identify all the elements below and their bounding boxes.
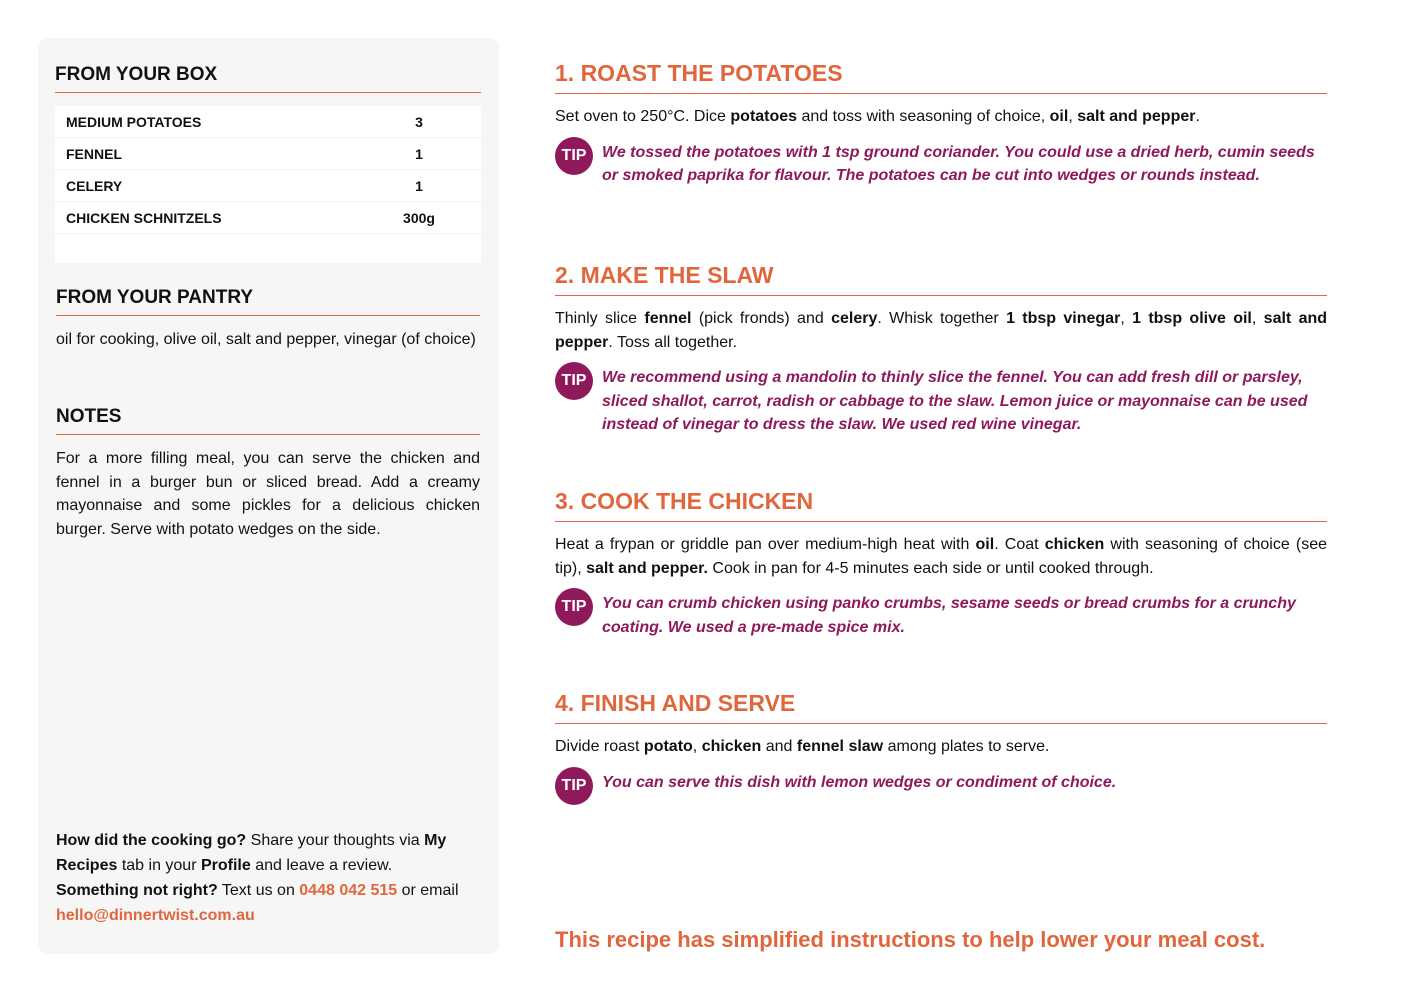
phone-link[interactable]: 0448 042 515 bbox=[299, 882, 398, 899]
bold-ingredient: celery bbox=[831, 310, 878, 327]
tip-text: We recommend using a mandolin to thinly slice the fennel. You can add fresh dill or parsley, sliced shallot, carrot, radish or cabbage to the slaw. Lemon juice or mayonnaise can be used instead of vinegar to dress the slaw. We used red wine vinegar. bbox=[602, 369, 1308, 433]
footer-text: tab in your bbox=[117, 857, 201, 874]
step-4 bbox=[555, 690, 1327, 805]
step-title: 4. FINISH AND SERVE bbox=[555, 690, 1327, 724]
step-text: Cook in pan for 4-5 minutes each side or until cooked through. bbox=[707, 559, 1154, 577]
ingredient-name: MEDIUM POTATOES bbox=[66, 113, 202, 130]
step-body bbox=[555, 735, 1327, 759]
footer-text: and leave a review. bbox=[250, 857, 393, 874]
tip-text: We tossed the potatoes with 1 tsp ground coriander. You could use a dried herb, cumin seeds or smoked paprika for flavour. The potatoes can be cut into wedges or rounds instead. bbox=[602, 143, 1315, 184]
tip bbox=[555, 592, 1327, 639]
bold-ingredient: salt and pepper. bbox=[586, 559, 708, 577]
footer-text: Share your thoughts via bbox=[246, 832, 425, 849]
tip bbox=[555, 366, 1327, 437]
step-text: and toss with seasoning of choice, bbox=[797, 108, 1050, 125]
tip-badge-icon: TIP bbox=[555, 362, 593, 400]
feedback-question: How did the cooking go? bbox=[56, 832, 247, 849]
step-text: , bbox=[1251, 310, 1264, 327]
ingredient-qty: 3 bbox=[415, 113, 423, 130]
bold-ingredient: fennel slaw bbox=[796, 738, 884, 755]
tip-text: You can crumb chicken using panko crumbs, sesame seeds or bread crumbs for a crunchy coating. We used a pre-made spice mix. bbox=[602, 595, 1296, 636]
bold-ingredient: potato bbox=[643, 738, 693, 755]
notes-heading: NOTES bbox=[56, 406, 480, 435]
my-recipes-link[interactable]: My Recipes bbox=[56, 832, 447, 874]
step-text: and bbox=[761, 738, 797, 755]
step-text: . bbox=[1195, 108, 1200, 125]
box-ingredients-table bbox=[55, 106, 481, 263]
bold-ingredient: chicken bbox=[701, 738, 762, 755]
step-body bbox=[555, 307, 1327, 354]
email-link[interactable]: hello@dinnertwist.com.au bbox=[56, 907, 255, 924]
tip-badge-icon: TIP bbox=[555, 137, 593, 175]
step-body bbox=[555, 105, 1327, 129]
step-1 bbox=[555, 60, 1327, 188]
step-2 bbox=[555, 262, 1327, 437]
step-text: . Whisk together bbox=[877, 310, 1007, 327]
step-text: , bbox=[1068, 108, 1078, 125]
bold-ingredient: potatoes bbox=[730, 108, 798, 125]
step-text: , bbox=[1120, 310, 1133, 327]
support-question: Something not right? bbox=[56, 882, 218, 899]
bold-ingredient: salt and pepper bbox=[555, 310, 1328, 351]
ingredient-name: FENNEL bbox=[66, 145, 122, 162]
bold-ingredient: 1 tbsp vinegar bbox=[1006, 310, 1121, 327]
profile-link[interactable]: Profile bbox=[200, 857, 251, 874]
step-body bbox=[555, 533, 1327, 580]
step-text: Divide roast bbox=[555, 738, 644, 755]
ingredient-name: CHICKEN SCHNITZELS bbox=[66, 209, 222, 226]
ingredient-qty: 1 bbox=[415, 145, 423, 162]
step-text: among plates to serve. bbox=[883, 738, 1050, 755]
tip bbox=[555, 771, 1327, 805]
step-title: 3. COOK THE CHICKEN bbox=[555, 488, 1327, 522]
notes-text: For a more filling meal, you can serve the chicken and fennel in a burger bun or sliced bread. Add a creamy mayonnaise and some pickles for a delicious chicken burger. Serve with potato wedges on the side. bbox=[56, 450, 480, 538]
step-3 bbox=[555, 488, 1327, 639]
from-your-pantry-heading: FROM YOUR PANTRY bbox=[56, 287, 480, 316]
step-text: . Coat bbox=[994, 536, 1045, 553]
tip-text: You can serve this dish with lemon wedges or condiment of choice. bbox=[602, 773, 1117, 791]
from-your-box-heading: FROM YOUR BOX bbox=[55, 64, 481, 93]
bold-ingredient: salt and pepper bbox=[1077, 108, 1196, 125]
footer-text: Text us on bbox=[217, 882, 300, 899]
tip-badge-icon: TIP bbox=[555, 588, 593, 626]
step-text: (pick fronds) and bbox=[691, 310, 832, 327]
table-row bbox=[55, 202, 481, 234]
tip bbox=[555, 141, 1327, 188]
step-text: Thinly slice bbox=[555, 310, 645, 327]
feedback-footer bbox=[56, 828, 486, 928]
ingredient-qty: 300g bbox=[403, 209, 435, 226]
step-text: Set oven to 250°C. Dice bbox=[555, 108, 731, 125]
simplified-instructions-note: This recipe has simplified instructions to help lower your meal cost. bbox=[555, 927, 1266, 952]
pantry-text: oil for cooking, olive oil, salt and pepper, vinegar (of choice) bbox=[56, 331, 476, 348]
bold-ingredient: fennel bbox=[644, 310, 692, 327]
bold-ingredient: chicken bbox=[1044, 536, 1105, 553]
ingredient-name: CELERY bbox=[66, 177, 123, 194]
step-text: with seasoning of choice (see tip), bbox=[555, 536, 1327, 577]
table-row bbox=[55, 170, 481, 202]
bold-ingredient: 1 tbsp olive oil bbox=[1132, 310, 1252, 327]
footer-text: or email bbox=[397, 882, 459, 899]
table-row bbox=[55, 138, 481, 170]
step-text: . Toss all together. bbox=[608, 333, 738, 351]
step-title: 2. MAKE THE SLAW bbox=[555, 262, 1327, 296]
step-title: 1. ROAST THE POTATOES bbox=[555, 60, 1327, 94]
step-text: Heat a frypan or griddle pan over medium-high heat with bbox=[555, 536, 976, 553]
tip-badge-icon: TIP bbox=[555, 767, 593, 805]
bold-ingredient: oil bbox=[975, 536, 995, 553]
ingredient-qty: 1 bbox=[415, 177, 423, 194]
sidebar-panel bbox=[38, 38, 499, 954]
table-row bbox=[55, 106, 481, 138]
step-text: , bbox=[692, 738, 702, 755]
bold-ingredient: oil bbox=[1049, 108, 1069, 125]
